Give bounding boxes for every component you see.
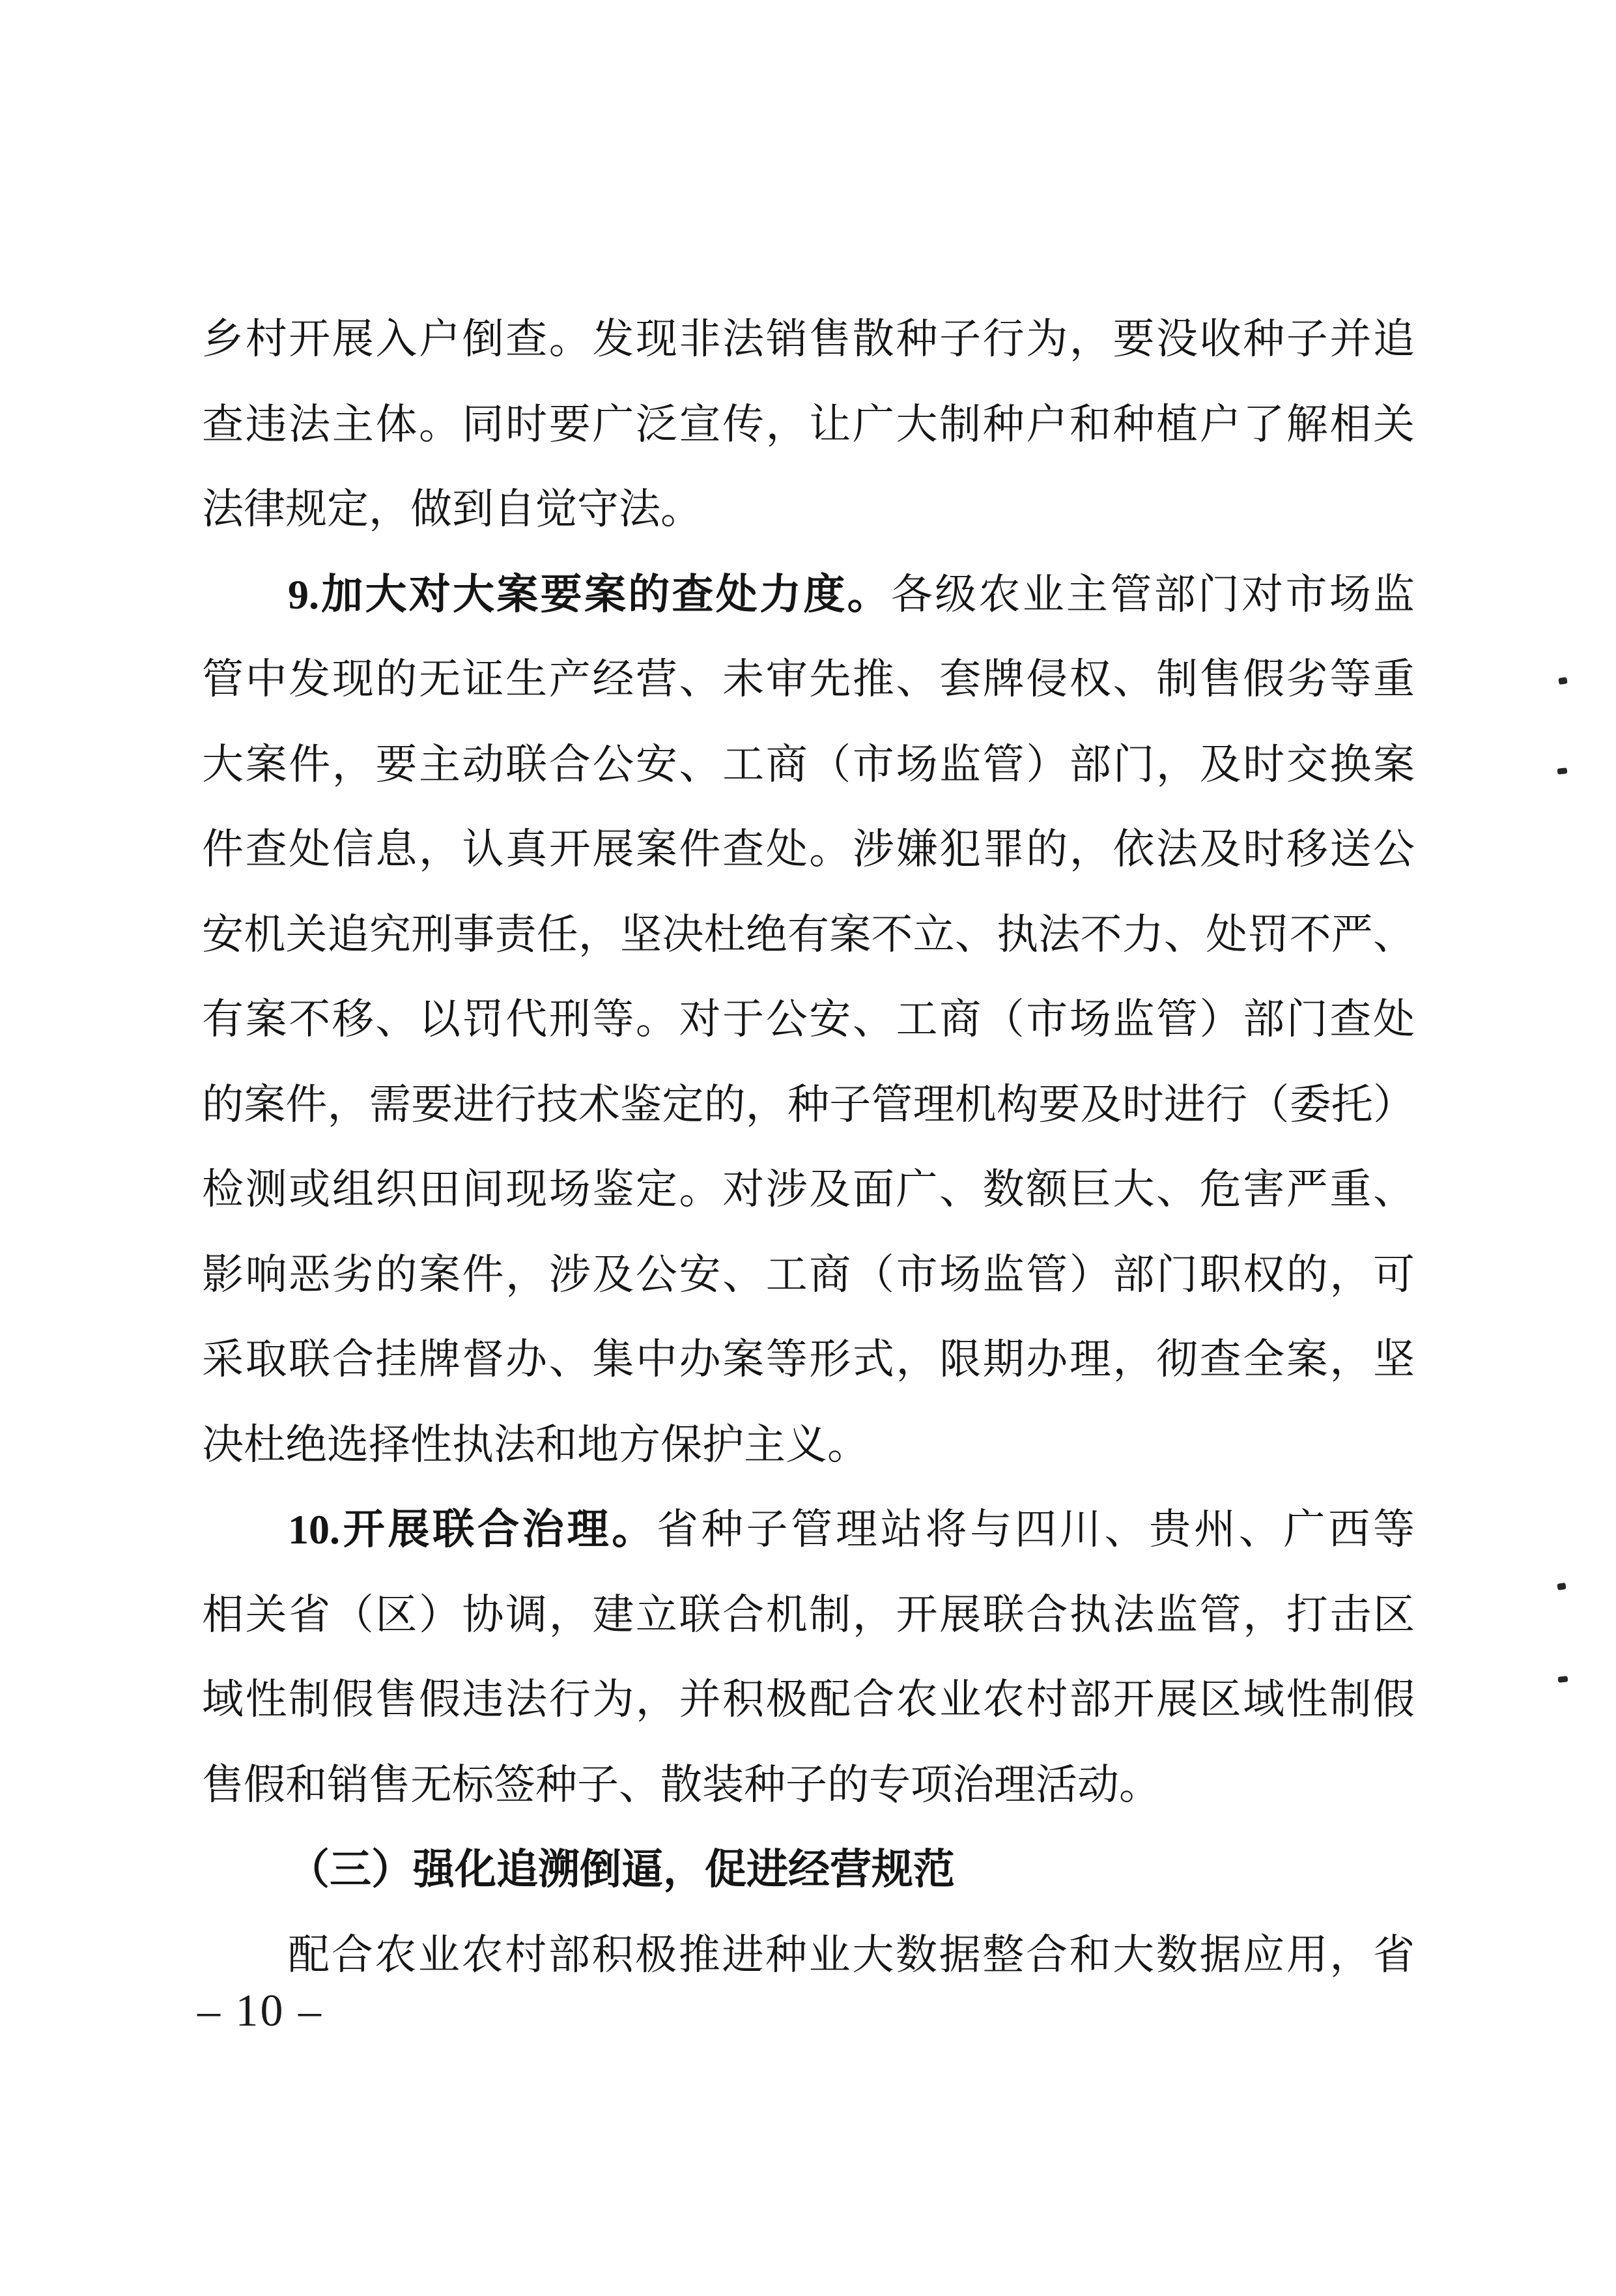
text-run: 配合农业农村部积极推进种业大数据整合和大数据应用，省 [288,1931,1415,1978]
text-run: 管中发现的无证生产经营、未审先推、套牌侵权、制售假劣等重 [202,656,1415,702]
text-run: 域性制假售假违法行为，并积极配合农业农村部开展区域性制假 [202,1676,1415,1723]
text-line [202,382,1415,468]
text-line [202,1828,1415,1913]
text-line [202,552,1415,638]
text-run: 安机关追究刑事责任，坚决杜绝有案不立、执法不力、处罚不严、 [202,911,1415,958]
bold-run: 9.加大对大案要案的查处力度。 [288,571,891,618]
ink-speck [1557,1583,1566,1590]
text-line [202,637,1415,723]
text-line [202,893,1415,978]
text-run: 采取联合挂牌督办、集中办案等形式，限期办理，彻查全案，坚 [202,1336,1415,1383]
text-run: 大案件，要主动联合公安、工商（市场监管）部门，及时交换案 [202,741,1415,788]
text-run: 相关省（区）协调，建立联合机制，开展联合执法监管，打击区 [202,1591,1415,1638]
text-run: 乡村开展入户倒查。发现非法销售散种子行为，要没收种子并追 [202,316,1415,362]
text-run: 的案件，需要进行技术鉴定的，种子管理机构要及时进行（委托） [202,1081,1415,1128]
bold-run: （三）强化追溯倒逼，促进经营规范 [288,1846,955,1893]
text-line [202,297,1415,382]
text-run: 售假和销售无标签种子、散装种子的专项治理活动。 [202,1761,1161,1808]
text-line [202,1233,1415,1318]
text-line [202,1317,1415,1403]
text-line [202,1913,1415,1998]
text-line [202,1063,1415,1148]
text-line [202,467,1415,552]
text-run: 有案不移、以罚代刑等。对于公安、工商（市场监管）部门查处 [202,996,1415,1042]
text-run: 件查处信息，认真开展案件查处。涉嫌犯罪的，依法及时移送公 [202,826,1415,872]
page-number: – 10 – [197,1986,323,2036]
text-line [202,807,1415,893]
text-line [202,1403,1415,1488]
text-line [202,1573,1415,1658]
bold-run: 10.开展联合治理。 [288,1506,657,1553]
text-line [202,977,1415,1063]
text-run: 影响恶劣的案件，涉及公安、工商（市场监管）部门职权的，可 [202,1251,1415,1298]
text-line [202,723,1415,808]
text-line [202,1147,1415,1233]
text-run: 决杜绝选择性执法和地方保护主义。 [202,1421,869,1468]
ink-speck [1557,768,1568,775]
text-run: 省种子管理站将与四川、贵州、广西等 [657,1506,1415,1553]
text-run: 查违法主体。同时要广泛宣传，让广大制种户和种植户了解相关 [202,401,1415,448]
text-run: 法律规定，做到自觉守法。 [202,486,702,532]
text-run: 各级农业主管部门对市场监 [890,571,1415,618]
text-run: 检测或组织田间现场鉴定。对涉及面广、数额巨大、危害严重、 [202,1166,1415,1213]
text-line [202,1487,1415,1573]
text-line [202,1657,1415,1743]
document-lines [202,297,1415,1998]
text-line [202,1743,1415,1828]
ink-speck [1558,1676,1568,1683]
ink-speck [1558,677,1567,685]
